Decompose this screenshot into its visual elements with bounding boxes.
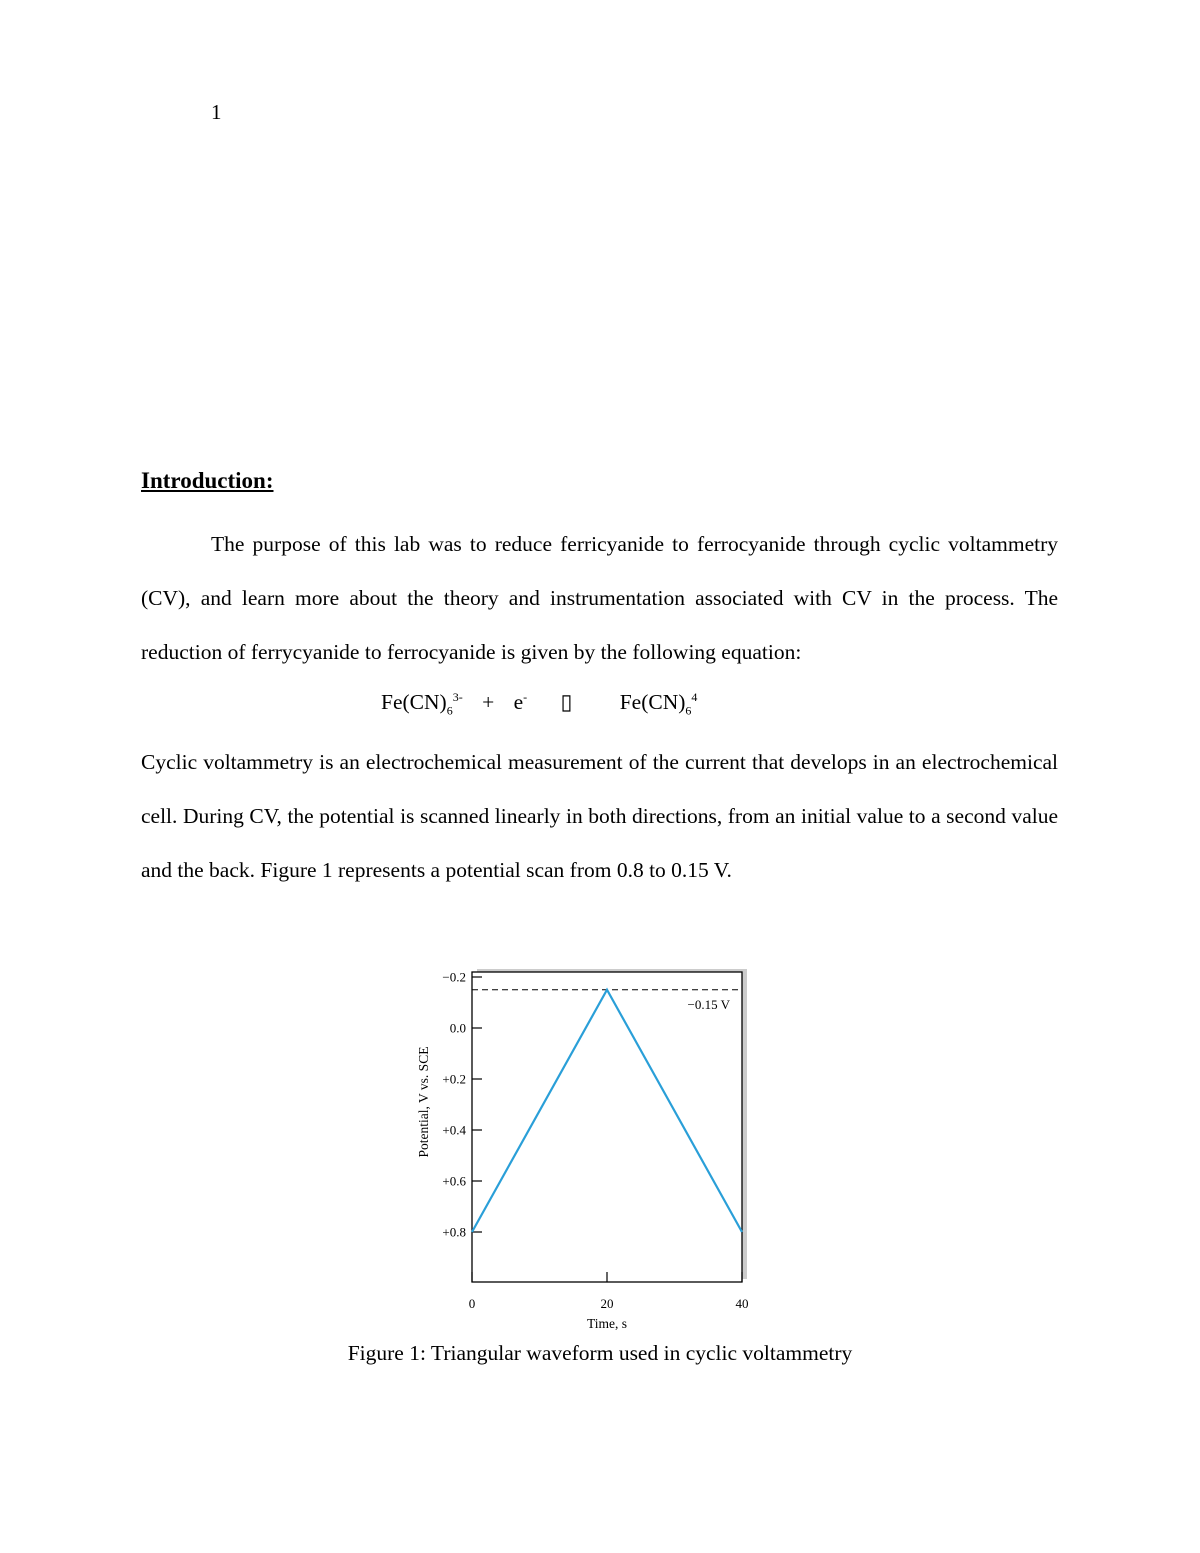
equation-electron: e (513, 690, 524, 715)
y-tick-label: 0.0 (449, 1020, 466, 1036)
page-number: 1 (211, 100, 222, 124)
waveform-chart (400, 960, 770, 1340)
y-axis-title: Potential, V vs. SCE (416, 1046, 431, 1158)
equation-product-sup: 4 (691, 690, 698, 704)
reduction-equation (381, 690, 697, 718)
figure-caption: Figure 1: Triangular waveform used in cyclic voltammetry (347, 1341, 853, 1365)
x-tick-label: 40 (735, 1296, 749, 1311)
equation-electron-sup: - (523, 690, 528, 704)
section-heading: Introduction: (141, 468, 274, 493)
y-tick-label: +0.4 (442, 1122, 466, 1138)
y-tick-label: +0.6 (442, 1173, 466, 1189)
x-tick-label: 0 (468, 1296, 476, 1311)
equation-plus: + (482, 690, 495, 715)
y-tick-label: +0.2 (442, 1071, 466, 1087)
plot-frame (472, 972, 742, 1282)
paragraph-cv-description: Cyclic voltammetry is an electrochemical measurement of the current that develops in an electrochemical cell. During CV, the potential is scanned linearly in both directions, from an initial value to a second value and the back. Figure 1 represents a potential scan from 0.8 to 0.15 V. (141, 750, 1058, 882)
paragraph-purpose: The purpose of this lab was to reduce ferricyanide to ferrocyanide through cyclic voltammetry (CV), and learn more about the theory and instrumentation associated with CV in the process. The reduction of ferrycyanide to ferrocyanide is given by the following equation: (141, 532, 1058, 664)
equation-reactant: Fe(CN) (381, 690, 447, 715)
figure-triangular-waveform (400, 960, 770, 1340)
y-tick-label: +0.8 (442, 1224, 466, 1240)
x-axis-title: Time, s (586, 1316, 628, 1331)
equation-reactant-sub: 6 (446, 703, 453, 718)
equation-product-sub: 6 (685, 703, 692, 718)
equation-product: Fe(CN) (619, 690, 686, 715)
reference-line-label: −0.15 V (687, 996, 730, 1012)
x-tick-label: 20 (600, 1296, 614, 1311)
equation-arrow: ▯ (560, 690, 573, 715)
y-tick-label: −0.2 (442, 969, 466, 985)
equation-reactant-sup: 3- (452, 690, 463, 704)
